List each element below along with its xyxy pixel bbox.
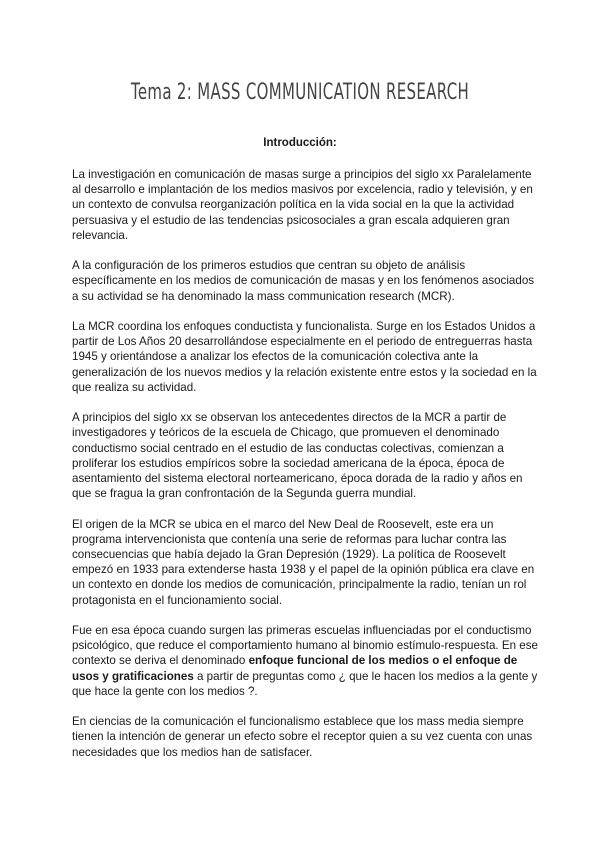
paragraph-5: El origen de la MCR se ubica en el marco del New Deal de Roosevelt, este era un programa intervencionista que contenía una serie de reformas para luchar contra las consecuencias que había dejado la Gran Depresión (1929). La política de Roosevelt empezó en 1933 para extenderse hasta 1938 y el papel de la opinión pública era clave en un contexto en donde los medios de comunicación, principalmente la radio, tenían un rol protagonista en el funcionamiento social.	[72, 517, 535, 607]
section-heading: Introducción:	[263, 137, 337, 149]
paragraph-4: A principios del siglo xx se observan los antecedentes directos de la MCR a partir de investigadores y teóricos de la escuela de Chicago, que promueven el denominado conductismo social centrado en el estudio de las conductas colectivas, comienzan a proliferar los estudios empíricos sobre la sociedad americana de la época, época de asentamiento del sistema electoral norteamericano, época dorada de la radio y años en que se fragua la gran confrontación de la Segunda guerra mundial.	[72, 411, 523, 501]
document-body	[72, 167, 542, 775]
paragraph-3: La MCR coordina los enfoques conductista y funcionalista. Surge en los Estados Unidos a partir de Los Años 20 desarrollándose especialmente en el periodo de entreguerras hasta 1945 y orientándose a analizar los efectos de la comunicación colectiva ante la generalización de los nuevos medios y la relación existente entre estos y la sociedad en la que realiza su actividad.	[72, 320, 537, 394]
paragraph-6-text-after: a partir de preguntas como ¿ que le hacen los medios a la gente y que hace la gente con los medios ?.	[72, 669, 538, 698]
paragraph-6	[72, 623, 542, 699]
paragraph-2: A la configuración de los primeros estudios que centran su objeto de análisis específicamente en los medios de comunicación de masas y en los fenómenos asociados a su actividad se ha denominado la mass communication research (MCR).	[72, 259, 535, 303]
paragraph-6-text-before: Fue en esa época cuando surgen las primeras escuelas influenciadas por el conductismo psicológico, que reduce el comportamiento humano al binomio estímulo-respuesta. En ese contexto se deriva el denominado	[72, 624, 538, 668]
paragraph-1: La investigación en comunicación de masas surge a principios del siglo xx Paralelamente al desarrollo e implantación de los medios masivos por excelencia, radio y televisión, y en un contexto de convulsa reorganización política en la vida social en la que la actividad persuasiva y el estudio de las tendencias psicosociales a gran escala adquieren gran relevancia.	[72, 168, 533, 242]
paragraph-6-bold-term: enfoque funcional de los medios o el enfoque de usos y gratificaciones	[72, 654, 518, 683]
page-title: Tema 2: MASS COMMUNICATION RESEARCH	[130, 80, 470, 105]
paragraph-7: En ciencias de la comunicación el funcionalismo establece que los mass media siempre tienen la intención de generar un efecto sobre el receptor quien a su vez cuenta con unas necesidades que los medios han de satisfacer.	[72, 715, 533, 759]
